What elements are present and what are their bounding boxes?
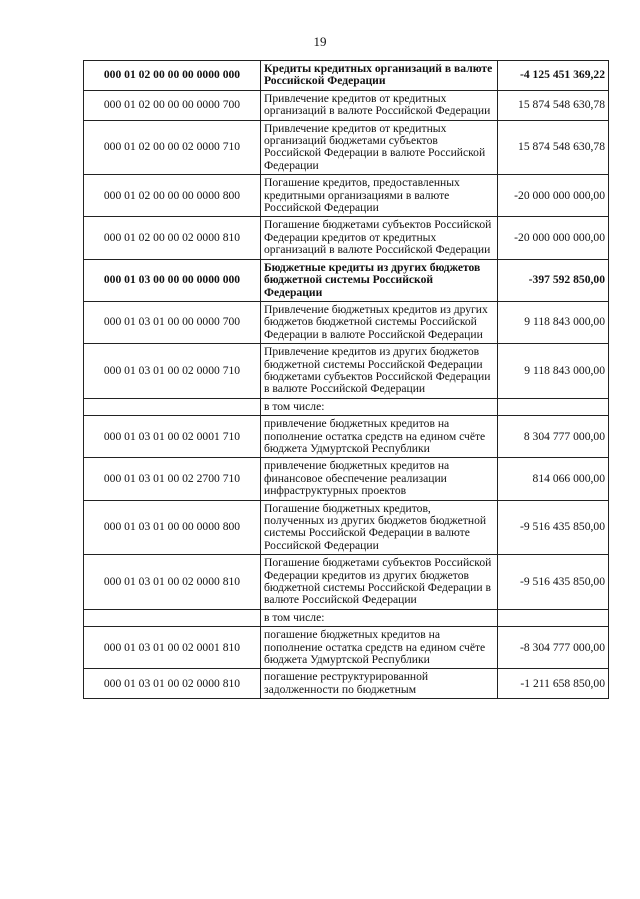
table-row (84, 175, 609, 217)
row-description: Привлечение бюджетных кредитов из других бюджетов бюджетной системы Российской Федерации в валюте Российской Федерации (261, 301, 498, 343)
table-row (84, 344, 609, 399)
row-code: 000 01 03 01 00 02 0000 710 (84, 344, 261, 399)
table-row (84, 120, 609, 175)
table-row (84, 458, 609, 500)
row-code: 000 01 03 01 00 00 0000 800 (84, 500, 261, 555)
table-row (84, 259, 609, 301)
table-body (84, 61, 609, 699)
table-row (84, 90, 609, 120)
table-row (84, 398, 609, 415)
row-amount: -20 000 000 000,00 (498, 175, 609, 217)
row-code: 000 01 02 00 00 00 0000 800 (84, 175, 261, 217)
row-code: 000 01 03 01 00 02 0001 810 (84, 627, 261, 669)
row-amount: 8 304 777 000,00 (498, 416, 609, 458)
row-code: 000 01 03 00 00 00 0000 000 (84, 259, 261, 301)
row-code: 000 01 02 00 00 00 0000 000 (84, 61, 261, 91)
table-row (84, 416, 609, 458)
budget-sources-table (83, 60, 609, 699)
table-row (84, 301, 609, 343)
row-amount: -20 000 000 000,00 (498, 217, 609, 259)
table-row (84, 217, 609, 259)
row-code: 000 01 03 01 00 02 0001 710 (84, 416, 261, 458)
row-code: 000 01 03 01 00 02 0000 810 (84, 669, 261, 699)
row-description: Погашение бюджетных кредитов, полученных из других бюджетов бюджетной системы Российской Федерации в валюте Российской Федерации (261, 500, 498, 555)
row-description: в том числе: (261, 609, 498, 626)
row-description: погашение реструктурированной задолженности по бюджетным (261, 669, 498, 699)
row-description: привлечение бюджетных кредитов на финансовое обеспечение реализации инфраструктурных проектов (261, 458, 498, 500)
row-description: Погашение кредитов, предоставленных кредитными организациями в валюте Российской Федерации (261, 175, 498, 217)
row-amount: 15 874 548 630,78 (498, 120, 609, 175)
row-description: Привлечение кредитов от кредитных организаций бюджетами субъектов Российской Федерации в валюте Российской Федерации (261, 120, 498, 175)
row-code: 000 01 02 00 00 02 0000 710 (84, 120, 261, 175)
page-number: 19 (313, 34, 327, 49)
row-description: Кредиты кредитных организаций в валюте Российской Федерации (261, 61, 498, 91)
table-row (84, 669, 609, 699)
row-code: 000 01 03 01 00 02 2700 710 (84, 458, 261, 500)
row-amount: -8 304 777 000,00 (498, 627, 609, 669)
row-amount: 15 874 548 630,78 (498, 90, 609, 120)
row-code: 000 01 03 01 00 00 0000 700 (84, 301, 261, 343)
row-amount (498, 398, 609, 415)
table-row (84, 609, 609, 626)
row-amount: -9 516 435 850,00 (498, 555, 609, 610)
row-description: Привлечение кредитов от кредитных организаций в валюте Российской Федерации (261, 90, 498, 120)
table-row (84, 61, 609, 91)
row-description: Привлечение кредитов из других бюджетов бюджетной системы Российской Федерации бюджетами субъектов Российской Федерации в валюте Российской Федерации (261, 344, 498, 399)
row-amount: -1 211 658 850,00 (498, 669, 609, 699)
row-code: 000 01 02 00 00 02 0000 810 (84, 217, 261, 259)
row-description: в том числе: (261, 398, 498, 415)
row-description: привлечение бюджетных кредитов на пополнение остатка средств на едином счёте бюджета Удмуртской Республики (261, 416, 498, 458)
row-description: Бюджетные кредиты из других бюджетов бюджетной системы Российской Федерации (261, 259, 498, 301)
row-amount: 9 118 843 000,00 (498, 301, 609, 343)
row-description: Погашение бюджетами субъектов Российской Федерации кредитов от кредитных организаций в валюте Российской Федерации (261, 217, 498, 259)
row-amount: -4 125 451 369,22 (498, 61, 609, 91)
row-amount: -397 592 850,00 (498, 259, 609, 301)
row-amount: -9 516 435 850,00 (498, 500, 609, 555)
table-row (84, 627, 609, 669)
row-code: 000 01 02 00 00 00 0000 700 (84, 90, 261, 120)
table-row (84, 500, 609, 555)
row-amount (498, 609, 609, 626)
row-amount: 814 066 000,00 (498, 458, 609, 500)
row-description: Погашение бюджетами субъектов Российской Федерации кредитов из других бюджетов бюджетной системы Российской Федерации в валюте Российской Федерации (261, 555, 498, 610)
row-amount: 9 118 843 000,00 (498, 344, 609, 399)
row-code (84, 609, 261, 626)
table-row (84, 555, 609, 610)
row-code: 000 01 03 01 00 02 0000 810 (84, 555, 261, 610)
row-code (84, 398, 261, 415)
row-description: погашение бюджетных кредитов на пополнение остатка средств на едином счёте бюджета Удмуртской Республики (261, 627, 498, 669)
